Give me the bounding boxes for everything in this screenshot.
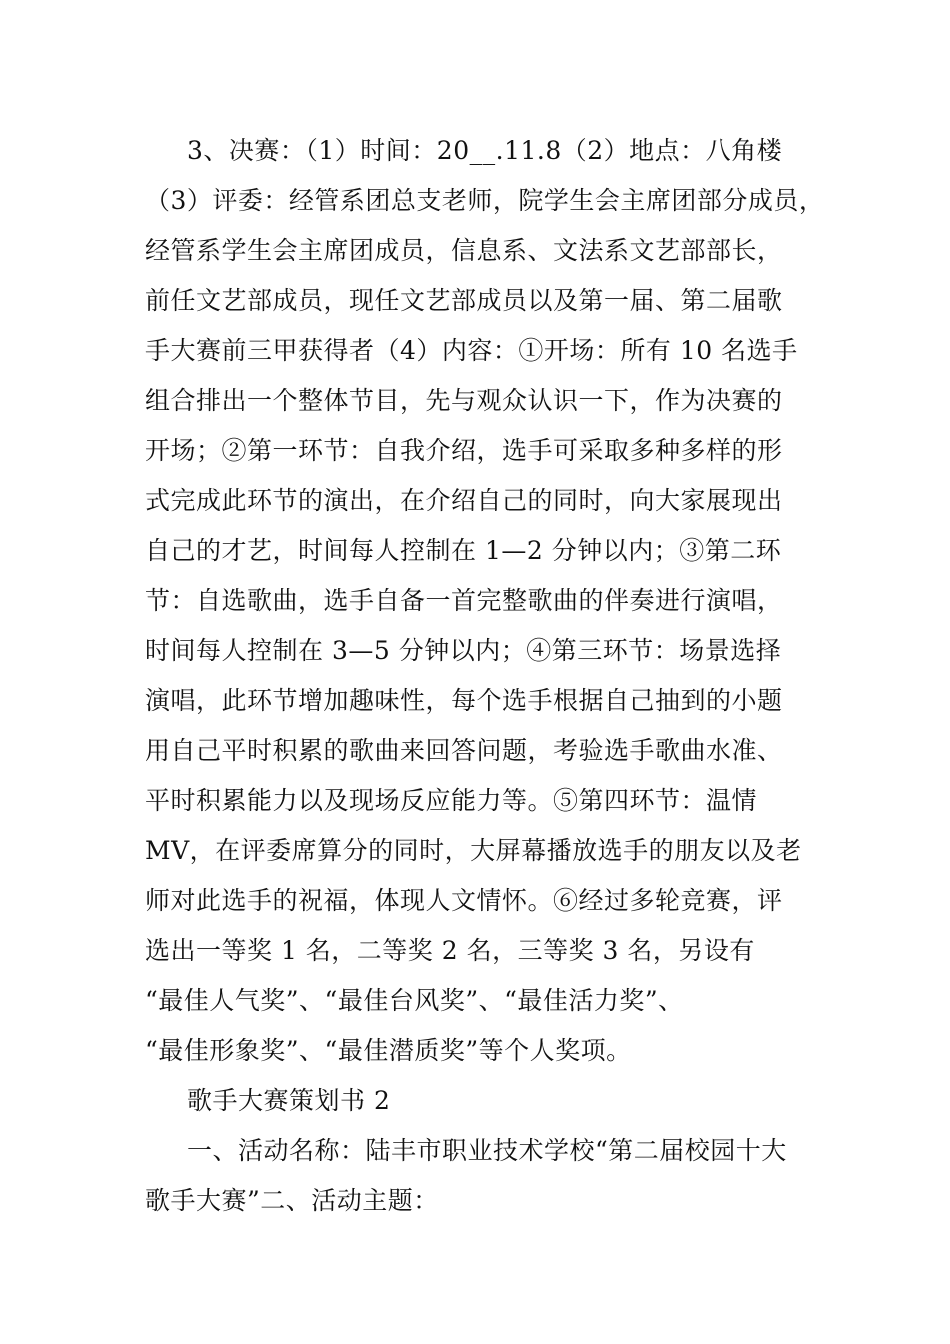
text-line: 平时积累能力以及现场反应能力等。⑤第四环节：温情 xyxy=(145,786,758,815)
text-line: 节：自选歌曲，选手自备一首完整歌曲的伴奏进行演唱， xyxy=(145,586,783,615)
text-line: 用自己平时积累的歌曲来回答问题，考验选手歌曲水准、 xyxy=(145,736,783,765)
text-line: 歌手大赛”二、活动主题： xyxy=(145,1186,439,1215)
text-line: 开场；②第一环节：自我介绍，选手可采取多种多样的形 xyxy=(145,436,783,465)
text-line: 演唱，此环节增加趣味性，每个选手根据自己抽到的小题 xyxy=(145,686,783,715)
text-line: 前任文艺部成员，现任文艺部成员以及第一届、第二届歌 xyxy=(145,286,783,315)
text-line: 一、活动名称：陆丰市职业技术学校“第二届校园十大 xyxy=(187,1136,787,1165)
text-line: 式完成此环节的演出，在介绍自己的同时，向大家展现出 xyxy=(145,486,783,515)
text-line: 组合排出一个整体节目，先与观众认识一下，作为决赛的 xyxy=(145,386,783,415)
text-line: 选出一等奖 1 名，二等奖 2 名，三等奖 3 名，另设有 xyxy=(145,936,755,965)
text-line: 3、决赛：（1）时间：20__.11.8（2）地点：八角楼 xyxy=(187,136,783,165)
section-heading: 歌手大赛策划书 2 xyxy=(187,1086,391,1115)
text-line: 时间每人控制在 3—5 分钟以内；④第三环节：场景选择 xyxy=(145,636,782,665)
text-line: （3）评委：经管系团总支老师，院学生会主席团部分成员， xyxy=(145,186,825,215)
text-line: “最佳形象奖”、“最佳潜质奖”等个人奖项。 xyxy=(145,1036,632,1065)
text-line: 自己的才艺，时间每人控制在 1—2 分钟以内；③第二环 xyxy=(145,536,782,565)
text-line: MV，在评委席算分的同时，大屏幕播放选手的朋友以及老 xyxy=(145,836,802,865)
text-line: 经管系学生会主席团成员，信息系、文法系文艺部部长， xyxy=(145,236,783,265)
text-line: 师对此选手的祝福，体现人文情怀。⑥经过多轮竞赛，评 xyxy=(145,886,783,915)
text-line: “最佳人气奖”、“最佳台风奖”、“最佳活力奖”、 xyxy=(145,986,684,1015)
text-line: 手大赛前三甲获得者（4）内容：①开场：所有 10 名选手 xyxy=(145,336,798,365)
